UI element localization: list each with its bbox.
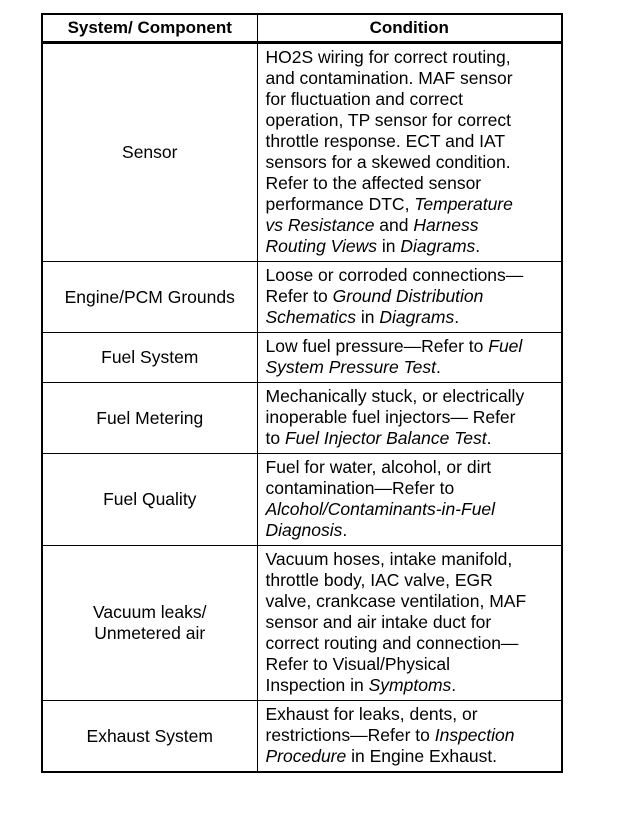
condition-reference-text: vs Resistance <box>265 215 375 235</box>
condition-reference-text: Schematics <box>265 307 356 327</box>
system-component-text: Fuel Metering <box>96 407 204 428</box>
condition-cell <box>257 454 562 546</box>
condition-text: for fluctuation and correct <box>265 89 463 109</box>
table-row <box>42 333 562 383</box>
condition-reference-text: Fuel Injector Balance Test <box>284 428 487 448</box>
condition-line <box>266 746 556 767</box>
condition-reference-text: Ground Distribution <box>332 286 484 306</box>
condition-text: sensors for a skewed condition. <box>265 152 511 172</box>
condition-line <box>266 499 556 520</box>
condition-line <box>266 457 556 478</box>
condition-line <box>266 386 556 407</box>
condition-text: in <box>355 307 380 327</box>
condition-text: . <box>486 428 492 448</box>
system-component-text: Fuel Quality <box>103 489 197 509</box>
condition-cell <box>257 701 562 773</box>
condition-text: . <box>436 357 441 377</box>
condition-text: . <box>454 307 460 327</box>
condition-line <box>266 357 556 378</box>
condition-cell <box>257 546 562 701</box>
condition-cell <box>257 43 562 262</box>
condition-reference-text: Symptoms <box>368 675 452 695</box>
header-row <box>42 14 562 43</box>
condition-reference-text: Harness <box>413 215 479 235</box>
condition-text: sensor and air intake duct for <box>265 612 492 632</box>
table-row <box>42 546 562 701</box>
condition-line <box>266 520 556 541</box>
table-body <box>42 43 562 773</box>
condition-line <box>266 407 556 428</box>
condition-line <box>266 89 556 110</box>
condition-line <box>266 428 556 449</box>
condition-text: Low fuel pressure—Refer to <box>265 336 489 356</box>
system-component-cell <box>42 262 257 333</box>
condition-line <box>266 110 556 131</box>
condition-text: throttle response. ECT and IAT <box>265 131 506 151</box>
condition-line <box>266 215 556 236</box>
condition-line <box>266 633 556 654</box>
condition-line <box>266 704 556 725</box>
condition-text: Inspection in <box>265 675 369 695</box>
condition-text: correct routing and connection— <box>265 633 519 653</box>
condition-reference-text: System Pressure Test <box>265 357 437 377</box>
condition-text: Refer to Visual/Physical <box>265 654 450 674</box>
system-component-cell <box>42 701 257 773</box>
table-row <box>42 262 562 333</box>
condition-text: . <box>475 236 481 256</box>
system-component-cell <box>42 383 257 454</box>
condition-text: Exhaust for leaks, dents, or <box>265 704 478 724</box>
condition-line <box>266 236 556 257</box>
condition-text: in <box>377 236 401 256</box>
condition-line <box>266 131 556 152</box>
condition-reference-text: Fuel <box>488 336 523 356</box>
condition-line <box>266 725 556 746</box>
condition-line <box>266 612 556 633</box>
condition-text: and contamination. MAF sensor <box>265 68 513 88</box>
table-row <box>42 454 562 546</box>
condition-text: . <box>451 675 457 695</box>
condition-line <box>266 549 556 570</box>
condition-cell <box>257 383 562 454</box>
header-condition: Condition <box>257 14 562 43</box>
condition-text: Refer to the affected sensor <box>265 173 482 193</box>
condition-reference-text: Temperature <box>414 194 513 214</box>
condition-text: Vacuum hoses, intake manifold, <box>265 549 513 569</box>
condition-line <box>266 47 556 68</box>
condition-text: restrictions—Refer to <box>265 725 435 745</box>
system-component-text: Fuel System <box>101 347 199 367</box>
system-component-text: Engine/PCM Grounds <box>64 286 235 307</box>
condition-text: inoperable fuel injectors— Refer <box>265 407 516 427</box>
condition-text: Refer to <box>265 286 333 306</box>
condition-line <box>266 336 556 357</box>
condition-text: operation, TP sensor for correct <box>265 110 511 130</box>
condition-line <box>266 152 556 173</box>
condition-line <box>266 570 556 591</box>
condition-line <box>266 591 556 612</box>
condition-line <box>266 286 556 307</box>
condition-line <box>266 654 556 675</box>
condition-reference-text: Diagrams <box>379 307 455 327</box>
condition-reference-text: Procedure <box>265 746 347 766</box>
condition-reference-text: Alcohol/Contaminants-in-Fuel <box>265 499 496 519</box>
system-component-cell <box>42 546 257 701</box>
system-component-text: Sensor <box>122 142 178 162</box>
condition-text: . <box>342 520 348 540</box>
condition-cell <box>257 333 562 383</box>
condition-reference-text: Diagrams <box>400 236 476 256</box>
condition-text: contamination—Refer to <box>265 478 455 498</box>
system-component-text: Vacuum leaks/ <box>93 602 207 622</box>
condition-reference-text: Inspection <box>434 725 515 745</box>
system-component-cell <box>42 43 257 262</box>
condition-text: Loose or corroded connections— <box>265 265 524 285</box>
condition-text: valve, crankcase ventilation, MAF <box>265 591 527 611</box>
condition-text: to <box>265 428 285 448</box>
condition-line <box>266 194 556 215</box>
condition-line <box>266 307 556 328</box>
system-component-cell <box>42 454 257 546</box>
condition-reference-text: Diagnosis <box>265 520 343 540</box>
condition-text: in Engine Exhaust. <box>346 746 498 766</box>
condition-line <box>266 478 556 499</box>
condition-reference-text: Routing Views <box>265 236 378 256</box>
table-row <box>42 701 562 773</box>
condition-text: HO2S wiring for correct routing, <box>265 47 511 67</box>
diagnostic-table <box>41 13 563 773</box>
condition-text: throttle body, IAC valve, EGR <box>265 570 493 590</box>
table-row <box>42 383 562 454</box>
table-row <box>42 43 562 262</box>
condition-text: Mechanically stuck, or electrically <box>265 386 525 406</box>
condition-cell <box>257 262 562 333</box>
condition-line <box>266 68 556 89</box>
condition-line <box>266 173 556 194</box>
table-header <box>42 14 562 43</box>
header-system-component: System/ Component <box>42 14 257 43</box>
condition-text: Fuel for water, alcohol, or dirt <box>265 457 492 477</box>
condition-text: and <box>374 215 414 235</box>
system-component-text: Exhaust System <box>86 725 213 746</box>
condition-line <box>266 265 556 286</box>
system-component-cell <box>42 333 257 383</box>
system-component-text: Unmetered air <box>94 623 206 643</box>
condition-text: performance DTC, <box>265 194 415 214</box>
condition-line <box>266 675 556 696</box>
